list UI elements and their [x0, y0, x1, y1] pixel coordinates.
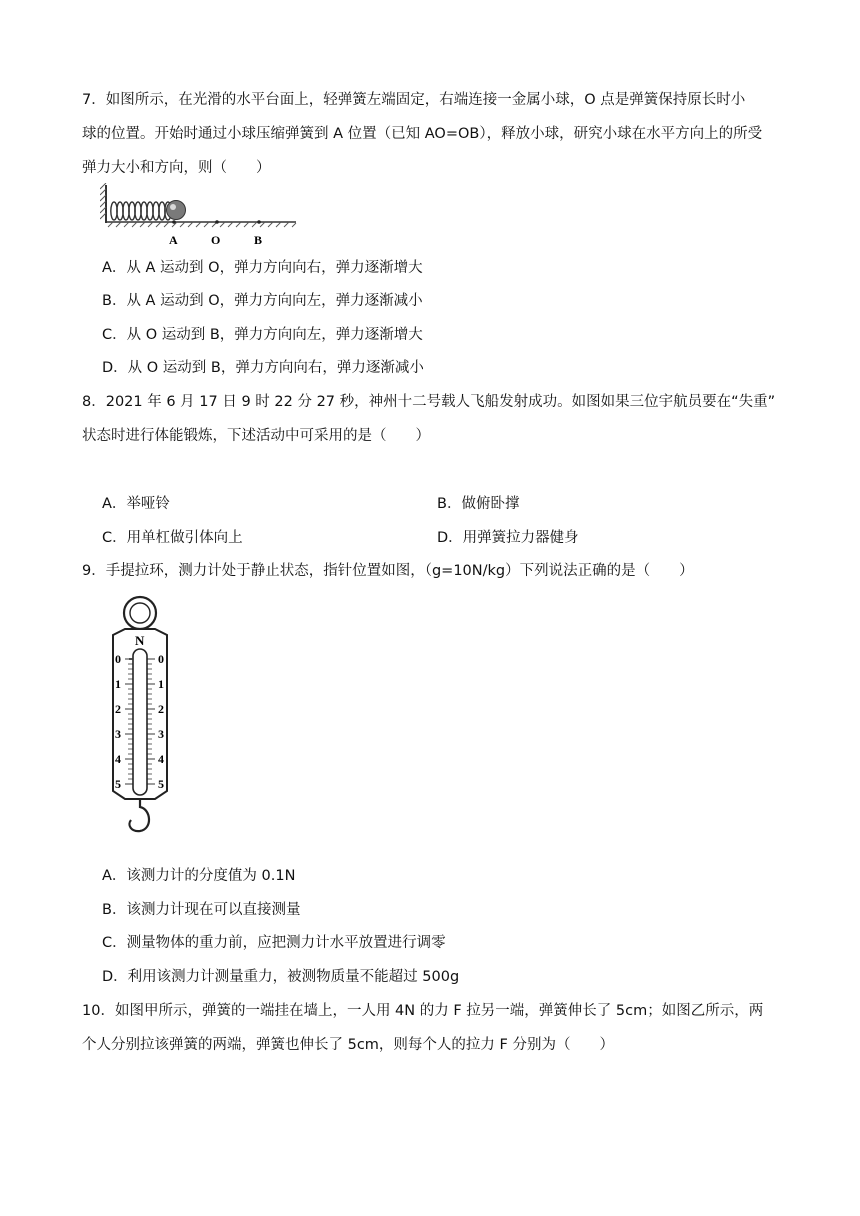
label-a: A	[169, 233, 178, 247]
pull-ring-inner	[130, 603, 150, 623]
table-surface	[106, 222, 296, 227]
tick-label-1-right: 1	[158, 677, 164, 691]
unit-label: N	[135, 633, 145, 648]
metal-ball	[167, 201, 186, 220]
q10-stem-line-1: 10．如图甲所示，弹簧的一端挂在墙上，一人用 4N 的力 F 拉另一端，弹簧伸长了 5cm；如图乙所示，两	[82, 1003, 764, 1019]
tick-label-0-left: 0	[115, 652, 121, 666]
tick-label-5-left: 5	[115, 777, 121, 791]
q9-option-c[interactable]: C．测量物体的重力前，应把测力计水平放置进行调零	[102, 935, 446, 951]
q9-option-b[interactable]: B．该测力计现在可以直接测量	[102, 902, 301, 918]
point-o-mark	[215, 220, 219, 224]
label-o: O	[211, 233, 221, 247]
tick-label-2-right: 2	[158, 702, 164, 716]
tick-label-4-left: 4	[115, 752, 121, 766]
tick-label-3-right: 3	[158, 727, 164, 741]
scale-slot	[133, 649, 147, 795]
wall	[100, 183, 106, 223]
q8-option-d[interactable]: D．用弹簧拉力器健身	[437, 530, 579, 546]
tick-label-0-right: 0	[158, 652, 164, 666]
q7-option-d[interactable]: D．从 O 运动到 B，弹力方向向右，弹力逐渐减小	[102, 360, 424, 376]
pull-ring-outer	[124, 597, 156, 629]
tick-label-1-left: 1	[115, 677, 121, 691]
point-a-mark	[172, 220, 176, 224]
q10-stem-line-2: 个人分别拉该弹簧的两端，弹簧也伸长了 5cm，则每个人的拉力 F 分别为（ ）	[82, 1037, 614, 1053]
q8-stem-line-1: 8．2021 年 6 月 17 日 9 时 22 分 27 秒，神州十二号载人飞船发射成功。如图如果三位宇航员要在“失重”	[82, 394, 776, 410]
q7-option-c[interactable]: C．从 O 运动到 B，弹力方向向左，弹力逐渐增大	[102, 327, 423, 343]
point-b-mark	[257, 220, 261, 224]
q9-option-a[interactable]: A．该测力计的分度值为 0.1N	[102, 868, 296, 884]
q9-option-d[interactable]: D．利用该测力计测量重力，被测物质量不能超过 500g	[102, 969, 460, 985]
label-b: B	[254, 233, 263, 247]
tick-label-2-left: 2	[115, 702, 121, 716]
q8-option-a[interactable]: A．举哑铃	[102, 496, 170, 512]
q7-option-b[interactable]: B．从 A 运动到 O，弹力方向向左，弹力逐渐减小	[102, 293, 423, 309]
q8-option-b[interactable]: B．做俯卧撑	[437, 496, 520, 512]
q8-option-c[interactable]: C．用单杠做引体向上	[102, 530, 243, 546]
tick-label-4-right: 4	[158, 752, 164, 766]
q7-stem-line-3: 弹力大小和方向，则（ ）	[82, 160, 271, 176]
q7-stem-line-2: 球的位置。开始时通过小球压缩弹簧到 A 位置（已知 AO=OB），释放小球，研究小球在水平方向上的所受	[82, 126, 763, 142]
q7-stem-line-1: 7．如图所示，在光滑的水平台面上，轻弹簧左端固定，右端连接一金属小球，O 点是弹簧保持原长时小	[82, 92, 746, 108]
spring-scale-figure	[105, 595, 185, 857]
hook	[129, 799, 149, 831]
spring-ball-figure	[100, 183, 300, 248]
q7-option-a[interactable]: A．从 A 运动到 O，弹力方向向右，弹力逐渐增大	[102, 260, 423, 276]
q8-stem-line-2: 状态时进行体能锻炼，下述活动中可采用的是（ ）	[82, 428, 430, 444]
spring	[111, 202, 171, 220]
tick-label-5-right: 5	[158, 777, 164, 791]
tick-label-3-left: 3	[115, 727, 121, 741]
q9-stem-line-1: 9．手提拉环，测力计处于静止状态，指针位置如图，（g=10N/kg）下列说法正确的是（ ）	[82, 563, 694, 579]
ball-highlight	[170, 204, 176, 210]
